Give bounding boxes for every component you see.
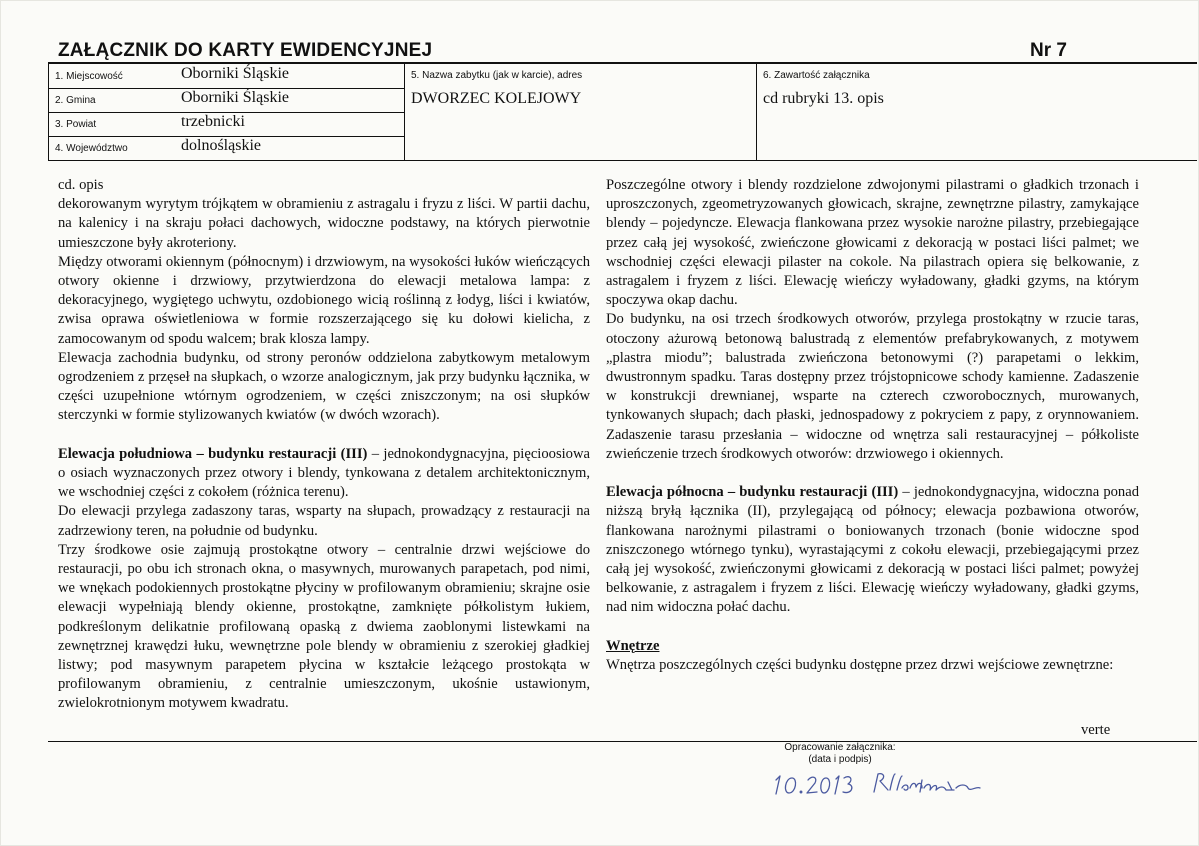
paragraph: Do budynku, na osi trzech środkowych otworów, przylega prostokątny w rzucie taras, otoczony ażurową betonową balustradą z elementów prefabrykowanych, z motywem „plastra miodu”; balustrada zwieńczona betonowymi (?) parapetami o lekkim, dwustronnym spadku. Taras dostępny przez trójstopnicowe schody kamienne. Zadaszenie w konstrukcji drewnianej, wsparte na czterech czworobocznych, murowanych, tynkowanych słupach; dach płaski, jednospadowy z pokryciem z papy, z orynnowaniem. Zadaszenie tarasu przesłania – widoczne od wnętrza sali restauracyjnej – półkoliste zwieńczenie trzech środkowych otworów: drzwiowego i okiennych. [606,311,1139,462]
paragraph: Poszczególne otwory i blendy rozdzielone zdwojonymi pilastrami o gładkich trzonach i uproszczonych, zgeometryzowanych głowicach, skrajne, zewnętrzne pilastry, zamykające blendy – pojedyncze. Elewacja flankowana przez wysokie narożne pilastry, przebiegające przez całą jej wysokość, zwieńczone głowicami z dekoracją w postaci liści palmet; we wschodniej części elewacji pilaster na cokole. Na pilastrach opiera się belkowanie, z astragalem i fryzem z liści. Elewację wieńczy wyładowany, gładki gzyms, na którym spoczywa okap dachu. [606,177,1139,309]
prepared-title: Opracowanie załącznika: [784,742,896,753]
monument-value: DWORZEC KOLEJOWY [411,90,582,107]
voivodeship-label: 4. Województwo [55,143,128,154]
signature-digit [835,776,839,794]
prepared-subtitle: (data i podpis) [808,754,872,765]
left-text-column [58,176,590,714]
row-commune [49,88,405,113]
paragraph: Do elewacji przylega zadaszony taras, wsparty na słupach, prowadzący z restauracji na zadrzewiony teren, na południe od budynku. [58,503,590,539]
county-label: 3. Powiat [55,119,97,130]
info-table [48,64,1197,161]
locality-label: 1. Miejscowość [55,71,123,82]
commune-label: 2. Gmina [55,95,96,106]
section-heading: Elewacja południowa – budynku restauracji (III) [58,445,368,462]
paragraph-text: – jednokondygnacyjna, widoczna ponad niższą bryłą łącznika (II), przylegającą od północy; elewacja pozbawiona otworów, flankowana narożnymi pilastrami o boniowanych trzonach (bonie widoczne spod zniszczonego wtórnego tynku), wyrastającymi z cokołu elewacji, przebiegającymi przez całą jej wysokość, zwieńczonymi głowicami z dekoracją w postaci liści palmet; powyżej belkowanie, z astragalem i fryzem z liści. Elewację wieńczy wyładowany, gładki gzyms, nad nim widoczna połać dachu. [606,484,1140,616]
document-number: Nr 7 [1030,40,1067,61]
signature-dot [800,791,802,793]
prepared-label [740,742,940,766]
paragraph: Między otworami okiennym (północnym) i drzwiowym, na wysokości łuków wieńczących otwory okienne i drzwiowy, przytwierdzona do elewacji metalowa lampa: z dekoracyjnego, wygiętego uchwytu, ozdobionego wicią roślinną z łodyg, liści i kwiatów, zwisa oprawa oświetleniowa w formie rozszerzającego się ku dołowi kielicha, z zamocowanym od spodu walcem; brak klosza lampy. [58,253,590,347]
content-value: cd rubryki 13. opis [763,90,884,107]
county-value: trzebnicki [181,113,245,130]
paragraph: Elewacja zachodnia budynku, od strony peronów oddzielona zabytkowym metalowym ogrodzeniem z przęseł na słupkach, o wzorze analogicznym, jak przy budynku łącznika, w części uzupełnione wtórnym ogrodzeniem, w części zniszczonym; na osi słupków sterczynki w formie stylizowanych kwiatów (w dwóch wzorach). [58,349,590,424]
section-heading-interior [606,637,1139,656]
locality-value: Oborniki Śląskie [181,65,289,82]
paragraph: Wnętrza poszczególnych części budynku dostępne przez drzwi wejściowe zewnętrzne: [606,657,1114,674]
row-county [49,112,405,137]
paragraph: Trzy środkowe osie zajmują prostokątne otwory – centralnie drzwi wejściowe do restauracji, po obu ich stronach okna, o masywnych, murowanych parapetach, pod nimi, we wnękach podokiennych prostokątne płyciny w profilowanym obramieniu; skrajne osie elewacji wypełniają blendy okienne, prostokątne, zamknięte półkolistym łukiem, podkreślonym delikatnie profilowaną opaską z dwiema zaoblonymi listewkami na zewnętrznej krawędzi łuku, wewnętrzne pole blendy w obramieniu z szerokiej gładkiej listwy; pod masywnym parapetem płycina w kształcie leżącego prostokąta w profilowanym obramieniu, z centralnie umieszczonym, ukośnie ustawionym, zwielokrotnionym motywem kwadratu. [58,541,590,712]
monument-column [404,64,757,160]
signature-digit [843,777,852,793]
section-heading: Wnętrze [606,637,660,654]
content-label: 6. Zawartość załącznika [763,70,870,81]
document-title: ZAŁĄCZNIK DO KARTY EWIDENCYJNEJ [58,40,433,61]
row-locality [49,64,405,89]
footer-rule [48,741,1197,742]
signature-scribble [874,774,980,792]
right-text-column [606,176,1139,675]
signature-digit [785,778,795,793]
signature-digit [821,778,830,793]
location-column [48,64,405,160]
paragraph-north-elevation [606,483,1139,617]
signature-digit [807,777,817,793]
monument-label: 5. Nazwa zabytku (jak w karcie), adres [411,70,583,81]
paragraph-text: – jednokondygnacyjna, pięcioosiowa o osiach wyznaczonych przez otwory i blendy, tynkowana z detalem architektonicznym, we wschodniej części z cokołem (różnica terenu). [58,445,590,501]
paragraph-south-elevation [58,445,590,503]
section-heading: Elewacja północna – budynku restauracji (III) [606,484,899,501]
row-voivodeship [49,136,405,160]
voivodeship-value: dolnośląskie [181,137,261,154]
paragraph: dekorowanym wyrytym trójkątem w obramieniu z astragalu i fryzu z liści. W partii dachu, na kalenicy i na skraju połaci dachowych, widoczne podstawy, na których pierwotnie umieszczone były akroteriony. [58,196,590,251]
signature-digit [776,776,780,794]
handwritten-signature [770,768,1010,798]
verte-note: verte [1081,722,1111,738]
content-column [756,64,1198,160]
commune-value: Oborniki Śląskie [181,89,289,106]
continuation-note: cd. opis [58,177,104,193]
